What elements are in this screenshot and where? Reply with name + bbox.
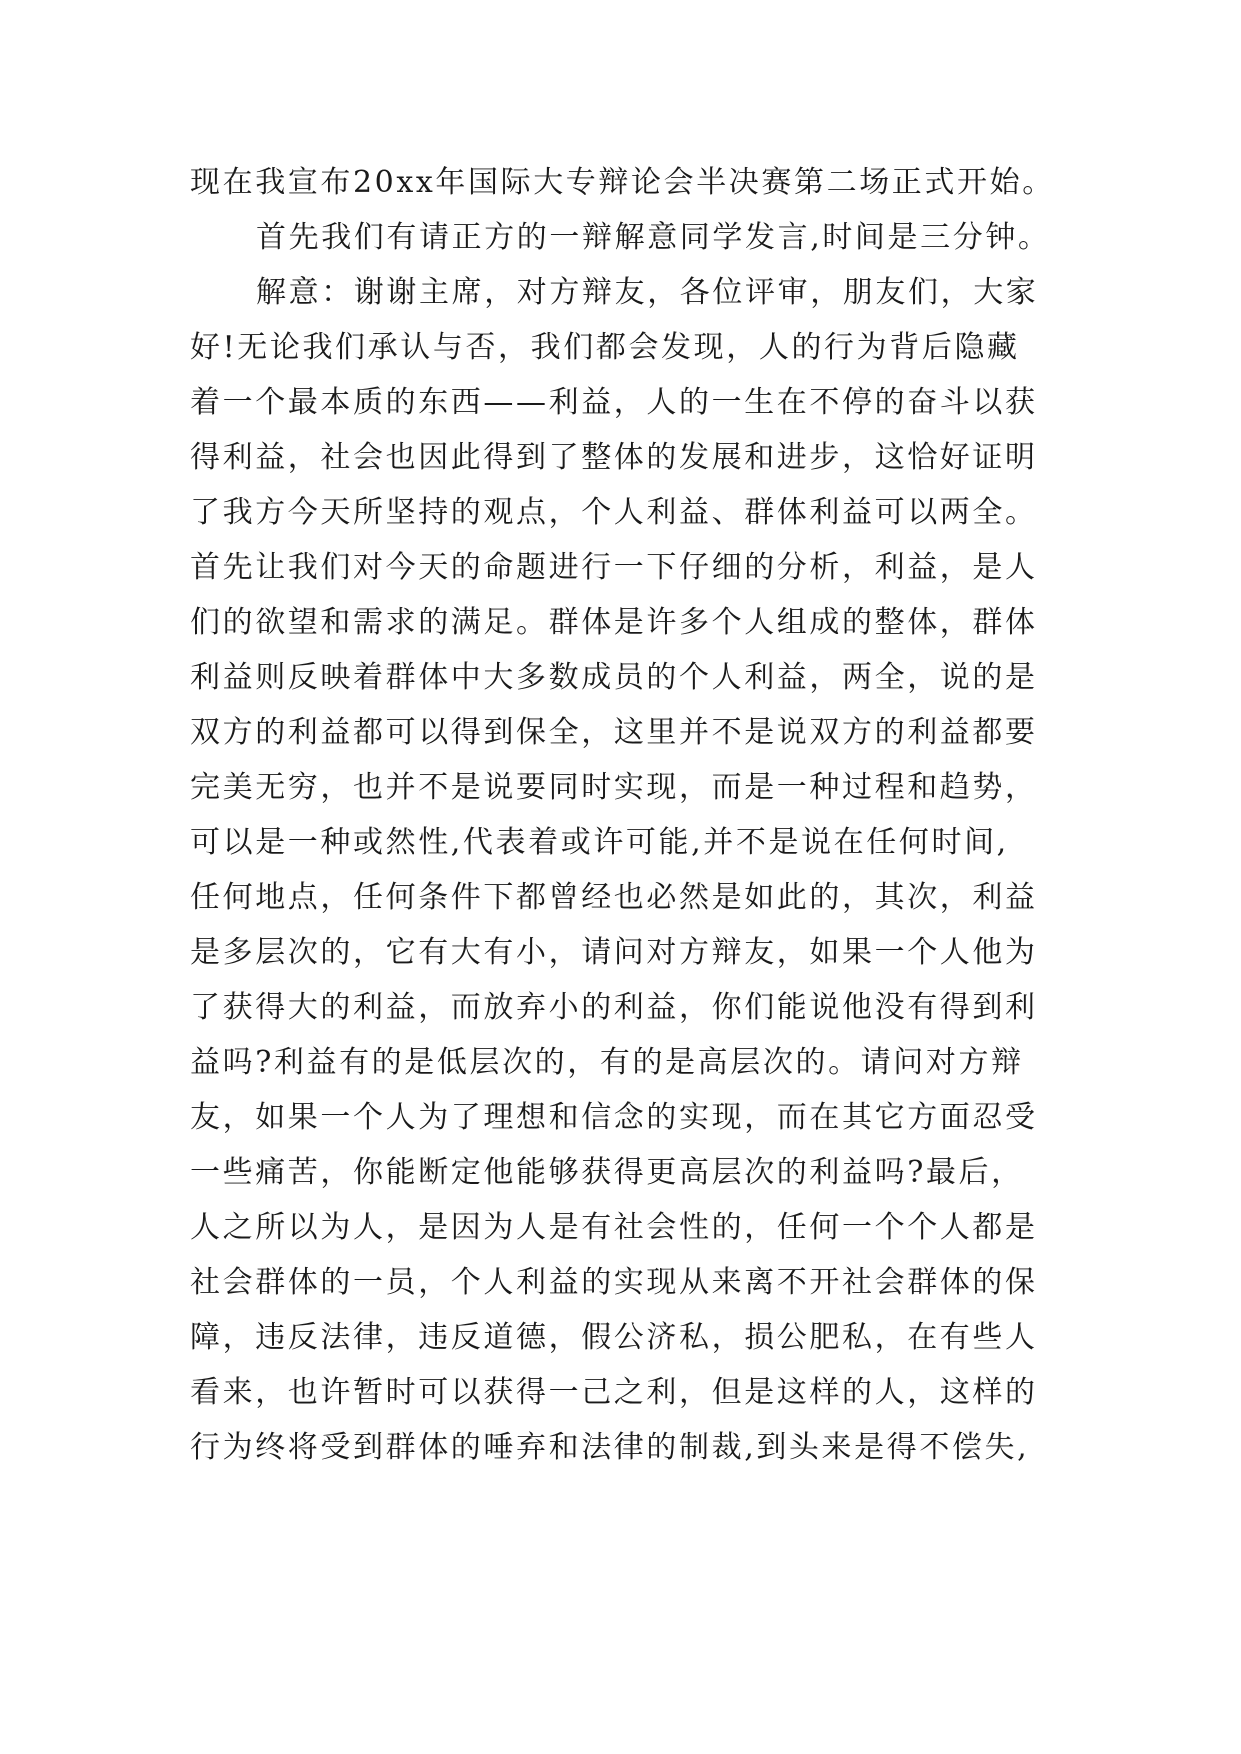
text-line: 友，如果一个人为了理想和信念的实现，而在其它方面忍受 xyxy=(190,1100,1038,1135)
text-line: 一些痛苦，你能断定他能够获得更高层次的利益吗?最后， xyxy=(190,1155,1024,1190)
text-line: 了获得大的利益，而放弃小的利益，你们能说他没有得到利 xyxy=(190,990,1038,1025)
text-line-speech-start: 解意：谢谢主席，对方辩友，各位评审，朋友们，大家 xyxy=(256,275,1039,310)
body-text xyxy=(190,155,1070,1475)
text-line: 社会群体的一员，个人利益的实现从来离不开社会群体的保 xyxy=(190,1265,1038,1300)
text-line: 双方的利益都可以得到保全，这里并不是说双方的利益都要 xyxy=(190,715,1038,750)
text-line: 是多层次的，它有大有小，请问对方辩友，如果一个人他为 xyxy=(190,935,1038,970)
text-line: 得利益，社会也因此得到了整体的发展和进步，这恰好证明 xyxy=(190,440,1038,475)
text-line: 益吗?利益有的是低层次的，有的是高层次的。请问对方辩 xyxy=(190,1045,1024,1080)
text-line: 人之所以为人，是因为人是有社会性的，任何一个个人都是 xyxy=(190,1210,1038,1245)
text-line: 首先让我们对今天的命题进行一下仔细的分析，利益，是人 xyxy=(190,550,1038,585)
text-line: 完美无穷，也并不是说要同时实现，而是一种过程和趋势， xyxy=(190,770,1038,805)
text-line-invitation: 首先我们有请正方的一辩解意同学发言,时间是三分钟。 xyxy=(256,220,1051,255)
text-line: 行为终将受到群体的唾弃和法律的制裁,到头来是得不偿失, xyxy=(190,1430,1030,1465)
text-line: 好!无论我们承认与否，我们都会发现，人的行为背后隐藏 xyxy=(190,330,1020,365)
text-line: 可以是一种或然性,代表着或许可能,并不是说在任何时间, xyxy=(190,825,1009,860)
text-line: 着一个最本质的东西——利益，人的一生在不停的奋斗以获 xyxy=(190,385,1038,420)
text-line: 看来，也许暂时可以获得一己之利，但是这样的人，这样的 xyxy=(190,1375,1038,1410)
text-line: 们的欲望和需求的满足。群体是许多个人组成的整体，群体 xyxy=(190,605,1038,640)
text-line: 障，违反法律，违反道德，假公济私，损公肥私，在有些人 xyxy=(190,1320,1038,1355)
text-line-opening: 现在我宣布20xx年国际大专辩论会半决赛第二场正式开始。 xyxy=(190,165,1055,200)
text-line: 利益则反映着群体中大多数成员的个人利益，两全，说的是 xyxy=(190,660,1038,695)
text-line: 任何地点，任何条件下都曾经也必然是如此的，其次，利益 xyxy=(190,880,1038,915)
text-line: 了我方今天所坚持的观点，个人利益、群体利益可以两全。 xyxy=(190,495,1038,530)
